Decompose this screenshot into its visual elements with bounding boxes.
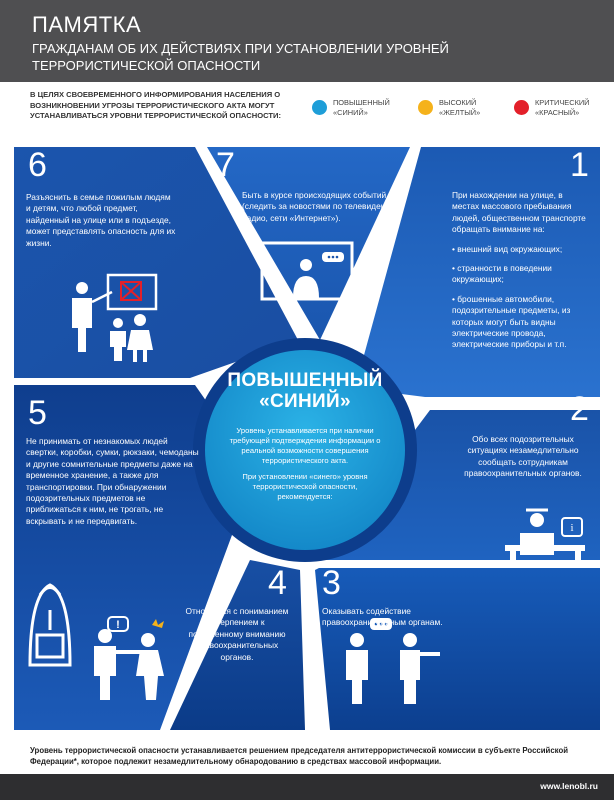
sector-3 bbox=[315, 568, 600, 730]
legend-blue-line1: ПОВЫШЕННЫЙ bbox=[333, 98, 390, 107]
section-4-text: Относиться с пониманием и терпением к повышенному вниманию правоохранительных органов. bbox=[185, 606, 289, 662]
svg-text:!: ! bbox=[116, 619, 120, 631]
section-1-number: 1 bbox=[570, 146, 589, 184]
section-1-bullet-1: • внешний вид окружающих; bbox=[452, 243, 563, 254]
section-5-text: Не принимать от незнакомых людей свертки, коробки, сумки, рюкзаки, чемоданы и другие сомнительные предметы даже на временное хранение, а также для транспортировки. При обнаружении подозрительных предметов не приближаться к ним, не трогать, не вскрывать и не передвигать. bbox=[26, 436, 199, 526]
center-title-line2: «СИНИЙ» bbox=[259, 391, 351, 412]
section-3-number: 3 bbox=[322, 564, 341, 602]
center-paragraph-2: При установлении «синего» уровня террористической опасности, рекомендуется: bbox=[242, 472, 368, 501]
section-1-text bbox=[452, 190, 590, 359]
section-1-bullet-2: • странности в поведении окружающих; bbox=[452, 263, 552, 285]
svg-text:i: i bbox=[570, 522, 574, 534]
page-title: ПАМЯТКА bbox=[32, 12, 142, 37]
center-block bbox=[215, 370, 395, 412]
legend-red-line1: КРИТИЧЕСКИЙ bbox=[535, 98, 590, 107]
section-3-text: Оказывать содействие правоохранительным органам. bbox=[322, 606, 443, 628]
legend-blue bbox=[312, 98, 390, 118]
page-subtitle: ГРАЖДАНАМ ОБ ИХ ДЕЙСТВИЯХ ПРИ УСТАНОВЛЕНИИ УРОВНЕЙ ТЕРРОРИСТИЧЕСКОЙ ОПАСНОСТИ bbox=[32, 41, 449, 73]
center-paragraph-1: Уровень устанавливается при наличии требующей подтверждения информации о реальной возможности совершения террористического акта. bbox=[229, 426, 381, 465]
section-2-number: 2 bbox=[570, 390, 589, 428]
section-6-number: 6 bbox=[28, 146, 47, 184]
legend-yellow-line1: ВЫСОКИЙ bbox=[439, 98, 477, 107]
main-panel bbox=[0, 140, 614, 740]
yellow-dot-icon bbox=[418, 100, 433, 115]
section-5-number: 5 bbox=[28, 394, 47, 432]
center-title-line1: ПОВЫШЕННЫЙ bbox=[227, 370, 383, 391]
section-1-intro: При нахождении на улице, в местах массового пребывания людей, общественном транспорте обращать внимание на: bbox=[452, 190, 586, 235]
legend-yellow-line2: «ЖЕЛТЫЙ» bbox=[439, 108, 481, 117]
header-band bbox=[0, 0, 614, 82]
legend-red bbox=[514, 98, 590, 118]
section-7-text: Быть в курсе происходящих событий (следить за новостями по телевидению, радио, сети «Интернет»). bbox=[242, 190, 399, 223]
footer-url[interactable]: www.lenobl.ru bbox=[540, 781, 598, 791]
section-1-bullet-3: • брошенные автомобили, подозрительные предметы, из которых могут быть видны электрические провода, электрические приборы и т.п. bbox=[452, 293, 571, 350]
section-4-number: 4 bbox=[268, 564, 287, 602]
footer-bar bbox=[0, 774, 614, 800]
blue-dot-icon bbox=[312, 100, 327, 115]
red-dot-icon bbox=[514, 100, 529, 115]
section-6-text: Разъяснить в семье пожилым людям и детям, что любой предмет, найденный на улице или в подъезде, может представлять опасность для их жизни. bbox=[26, 192, 176, 248]
section-7-number: 7 bbox=[216, 146, 235, 184]
intro-text: В ЦЕЛЯХ СВОЕВРЕМЕННОГО ИНФОРМИРОВАНИЯ НАСЕЛЕНИЯ О ВОЗНИКНОВЕНИИ УГРОЗЫ ТЕРРОРИСТИЧЕСКОГО АКТА МОГУТ УСТАНАВЛИВАТЬСЯ УРОВНИ ТЕРРОРИСТИЧЕСКОЙ ОПАСНОСТИ: bbox=[30, 90, 282, 120]
section-2-text: Обо всех подозрительных ситуациях незамедлительно сообщать сотрудникам правоохранительных органов. bbox=[464, 434, 582, 479]
legend-yellow bbox=[418, 98, 480, 118]
footer-note: Уровень террористической опасности устанавливается решением председателя антитеррористической комиссии в субъекте Российской Федерации*, которое подлежит незамедлительному обнародованию в средствах массовой информации. bbox=[30, 746, 569, 766]
legend-red-line2: «КРАСНЫЙ» bbox=[535, 108, 580, 117]
legend-blue-line2: «СИНИЙ» bbox=[333, 108, 368, 117]
